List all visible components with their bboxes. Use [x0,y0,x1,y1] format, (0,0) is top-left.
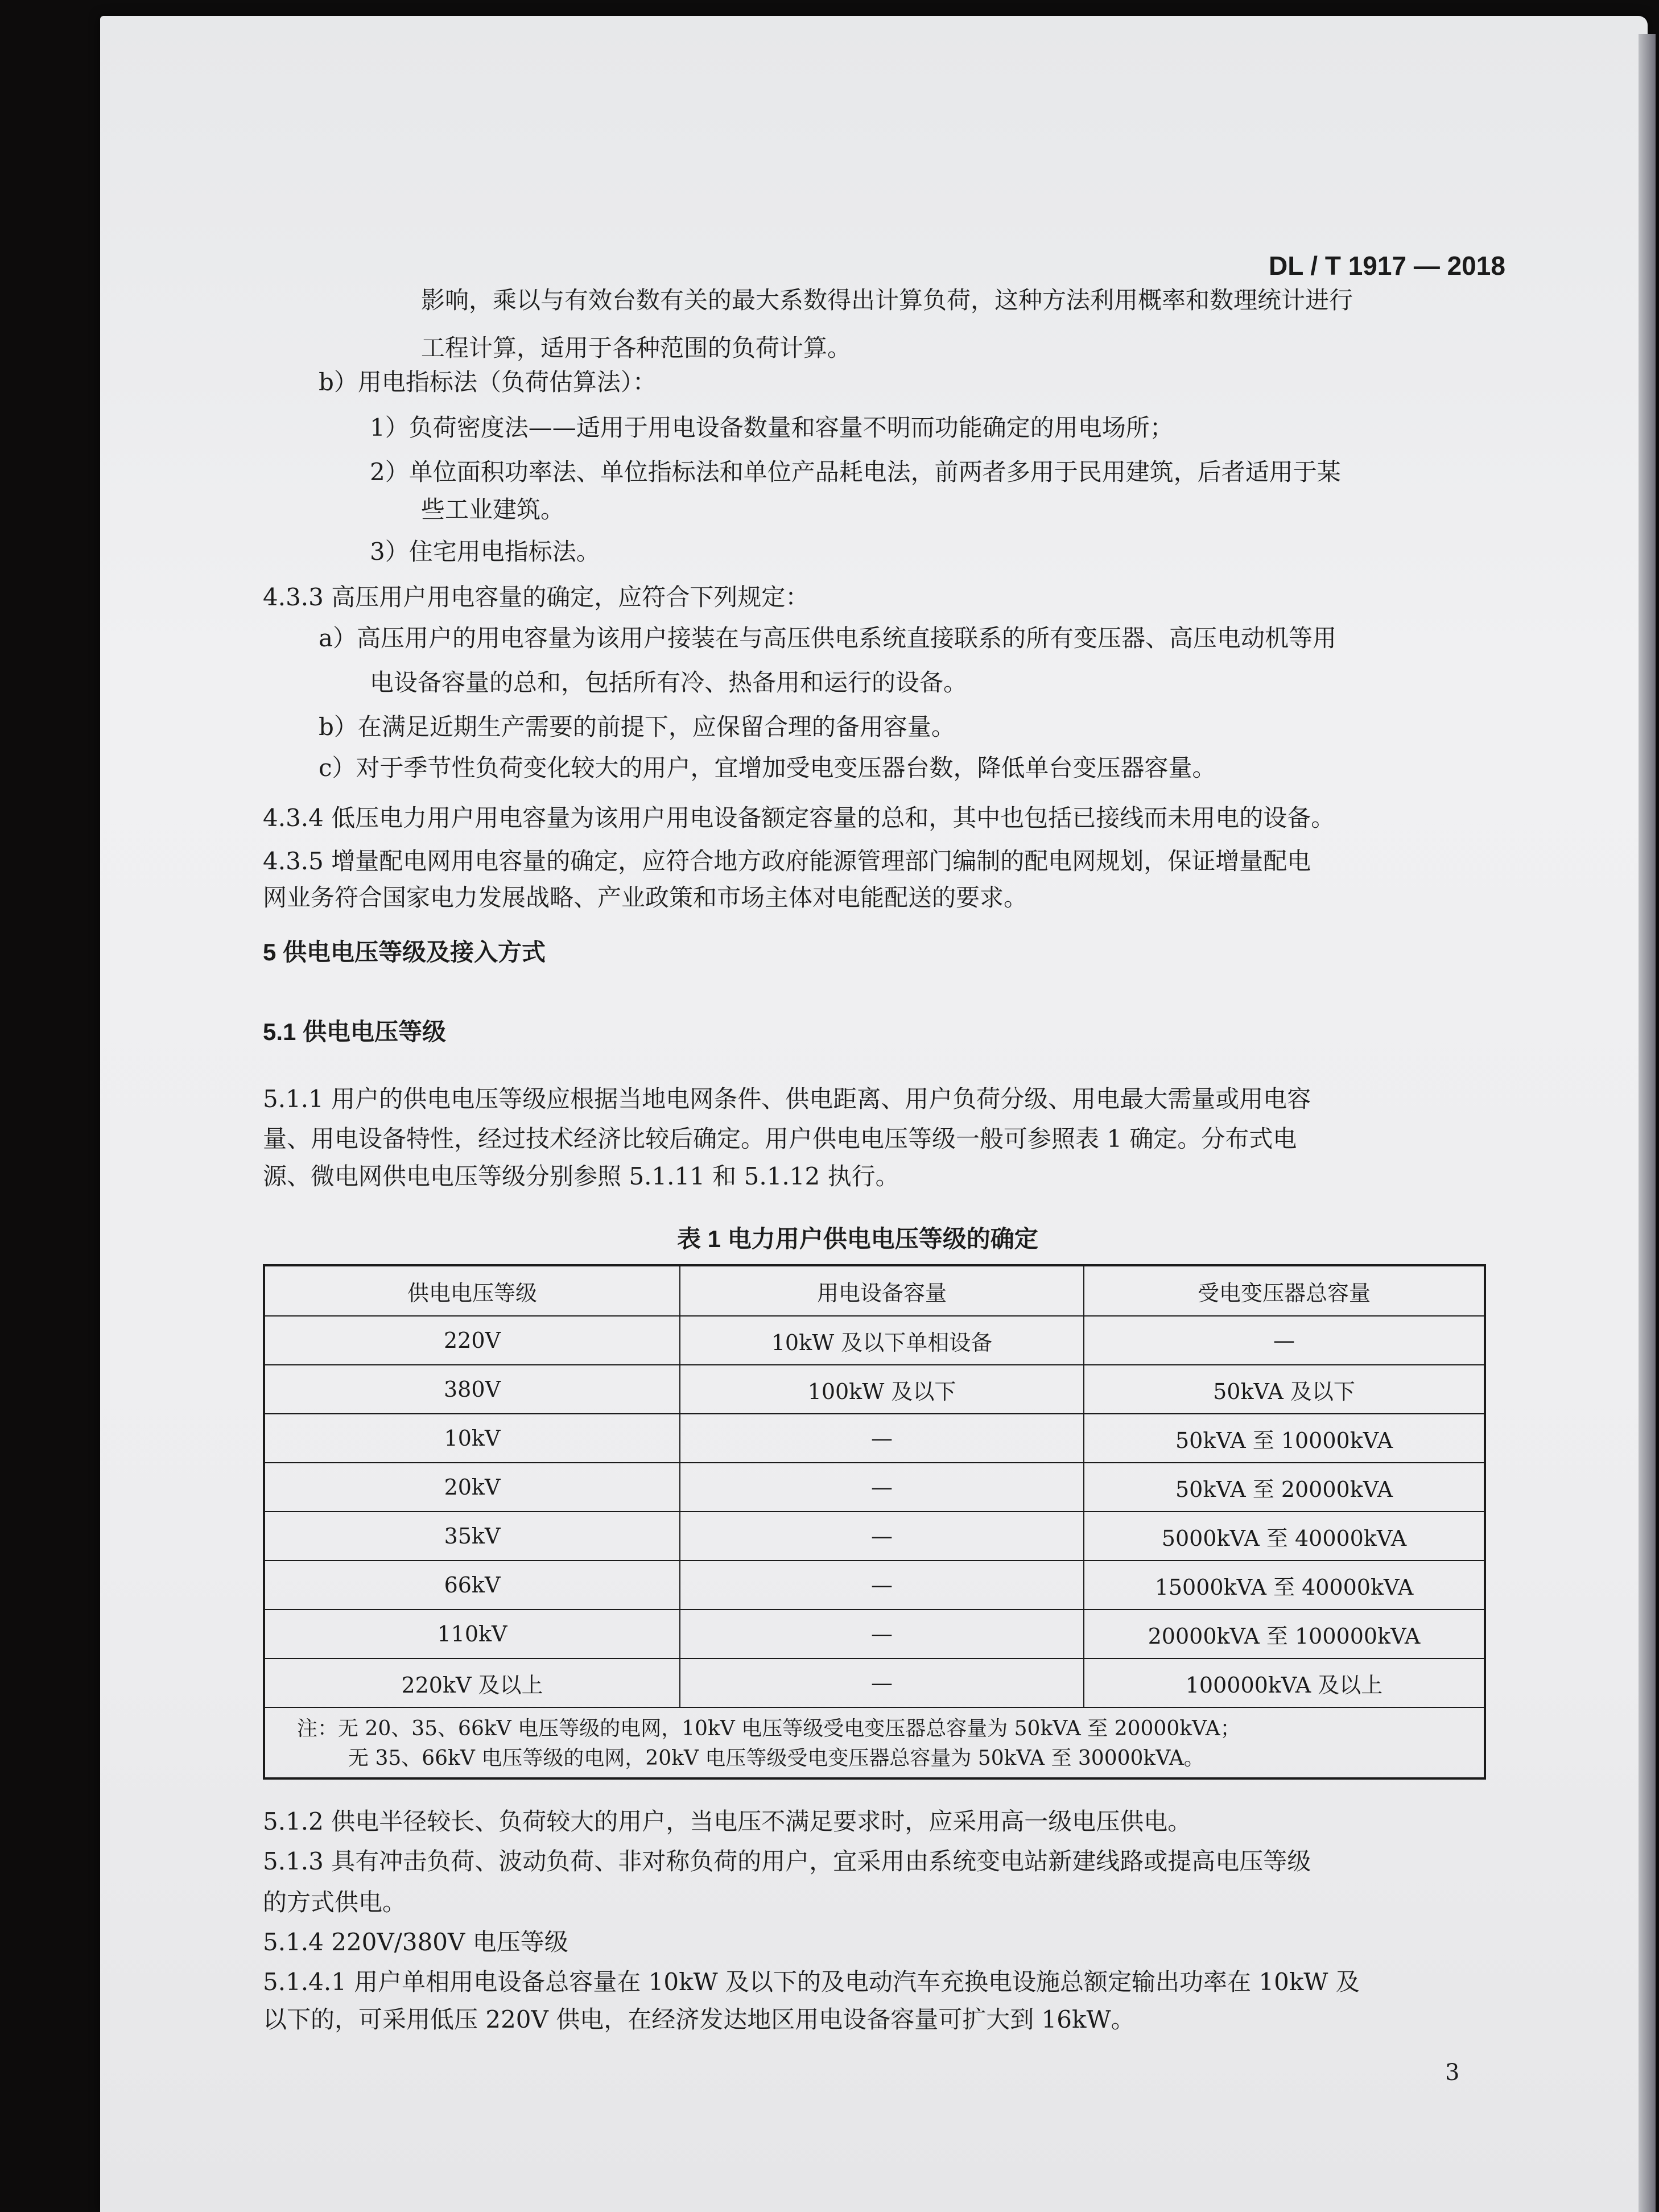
page-stack-edge [1639,34,1656,2212]
clause-4-3-3: 4.3.3 高压用户用电容量的确定，应符合下列规定： [263,583,810,611]
table-cell: 5000kVA 至 40000kVA [1161,1525,1407,1551]
table-cell: 220kV 及以上 [265,1659,680,1707]
clause-4-3-4: 4.3.4 低压电力用户用电容量为该用户用电设备额定容量的总和，其中也包括已接线而未用电的设备。 [263,804,1335,832]
table-cell: — [1273,1328,1295,1353]
table-cell: — [680,1610,1084,1658]
table-cell: 10kW 及以下单相设备 [680,1317,1084,1364]
table-row [265,1610,1484,1659]
page-number: 3 [1445,2060,1460,2086]
text-line: 工程计算，适用于各种范围的负荷计算。 [421,334,852,362]
table-cell: 10kV [265,1414,680,1462]
list-item-1: 1）负荷密度法——适用于用电设备数量和容量不明而功能确定的用电场所； [370,414,1174,441]
text-line: 网业务符合国家电力发展战略、产业政策和市场主体对电能配送的要求。 [263,884,1028,911]
list-item-c: c）对于季节性负荷变化较大的用户，宜增加受电变压器台数，降低单台变压器容量。 [319,754,1216,782]
table-cell: — [680,1561,1084,1609]
table-row [265,1512,1484,1561]
table-cell: — [680,1414,1084,1462]
table-cell: 20000kVA 至 100000kVA [1148,1623,1421,1649]
list-item-a: a）高压用户的用电容量为该用户接装在与高压供电系统直接联系的所有变压器、高压电动机等用 [319,624,1337,652]
list-item-b: b）在满足近期生产需要的前提下，应保留合理的备用容量。 [319,713,955,741]
list-item-b: b）用电指标法（负荷估算法）： [319,368,657,396]
table-cell: 15000kVA 至 40000kVA [1154,1574,1414,1600]
clause-5-1-2: 5.1.2 供电半径较长、负荷较大的用户，当电压不满足要求时，应采用高一级电压供电。 [263,1807,1192,1835]
table-row [265,1414,1484,1463]
table-row [265,1463,1484,1512]
table-cell: 66kV [265,1561,680,1609]
text-line: 以下的，可采用低压 220V 供电，在经济发达地区用电设备容量可扩大到 16kW。 [263,2005,1135,2033]
document-code: DL / T 1917 — 2018 [1269,251,1505,280]
table-row [265,1659,1484,1708]
list-item-3: 3）住宅用电指标法。 [370,538,600,566]
table-cell: 50kVA 至 20000kVA [1175,1476,1393,1502]
table-row [265,1561,1484,1610]
text-line: 的方式供电。 [263,1888,407,1916]
table-row [265,1365,1484,1414]
text-line: 电设备容量的总和，包括所有冷、热备用和运行的设备。 [370,668,968,696]
table-header-row [265,1266,1484,1317]
table-cell: — [680,1659,1084,1707]
table-caption: 表 1 电力用户供电电压等级的确定 [677,1225,1038,1252]
table-note: 注：无 20、35、66kV 电压等级的电网，10kV 电压等级受电变压器总容量为 50kVA 至 20000kVA； [297,1717,1241,1740]
table-header-cell: 受电变压器总容量 [1197,1280,1371,1306]
table-cell: 100kW 及以下 [680,1365,1084,1413]
clause-5-1-4: 5.1.4 220V/380V 电压等级 [263,1928,568,1956]
list-item-2: 2）单位面积功率法、单位指标法和单位产品耗电法，前两者多用于民用建筑，后者适用于某 [370,458,1341,486]
clause-4-3-5: 4.3.5 增量配电网用电容量的确定，应符合地方政府能源管理部门编制的配电网规划，保证增量配电 [263,847,1311,875]
table-header-cell: 供电电压等级 [265,1266,680,1315]
section-title: 5 供电电压等级及接入方式 [263,939,546,965]
table-cell: — [680,1463,1084,1511]
table-cell: 380V [265,1365,680,1413]
text-line: 量、用电设备特性，经过技术经济比较后确定。用户供电电压等级一般可参照表 1 确定。分布式电 [263,1125,1297,1153]
text-line: 源、微电网供电电压等级分别参照 5.1.11 和 5.1.12 执行。 [263,1162,899,1190]
table-cell: 50kVA 至 10000kVA [1175,1427,1393,1453]
table-note: 无 35、66kV 电压等级的电网，20kV 电压等级受电变压器总容量为 50kVA 至 30000kVA。 [348,1747,1204,1770]
table-cell: 35kV [265,1512,680,1560]
text-line: 影响，乘以与有效台数有关的最大系数得出计算负荷，这种方法利用概率和数理统计进行 [421,286,1353,314]
table-row [265,1317,1484,1365]
clause-5-1-1: 5.1.1 用户的供电电压等级应根据当地电网条件、供电距离、用户负荷分级、用电最大需量或用电容 [263,1085,1311,1113]
table-cell: 50kVA 及以下 [1213,1379,1355,1404]
table-cell: 220V [265,1317,680,1364]
table-cell: 110kV [265,1610,680,1658]
voltage-level-table [263,1264,1486,1780]
table-cell: 100000kVA 及以上 [1185,1672,1383,1698]
table-header-cell: 用电设备容量 [680,1266,1084,1315]
clause-5-1-3: 5.1.3 具有冲击负荷、波动负荷、非对称负荷的用户，宜采用由系统变电站新建线路或提高电压等级 [263,1847,1311,1875]
subsection-title: 5.1 供电电压等级 [263,1018,447,1045]
table-cell: 20kV [265,1463,680,1511]
clause-5-1-4-1: 5.1.4.1 用户单相用电设备总容量在 10kW 及以下的及电动汽车充换电设施总额定输出功率在 10kW 及 [263,1968,1360,1996]
text-line: 些工业建筑。 [421,496,565,523]
table-cell: — [680,1512,1084,1560]
